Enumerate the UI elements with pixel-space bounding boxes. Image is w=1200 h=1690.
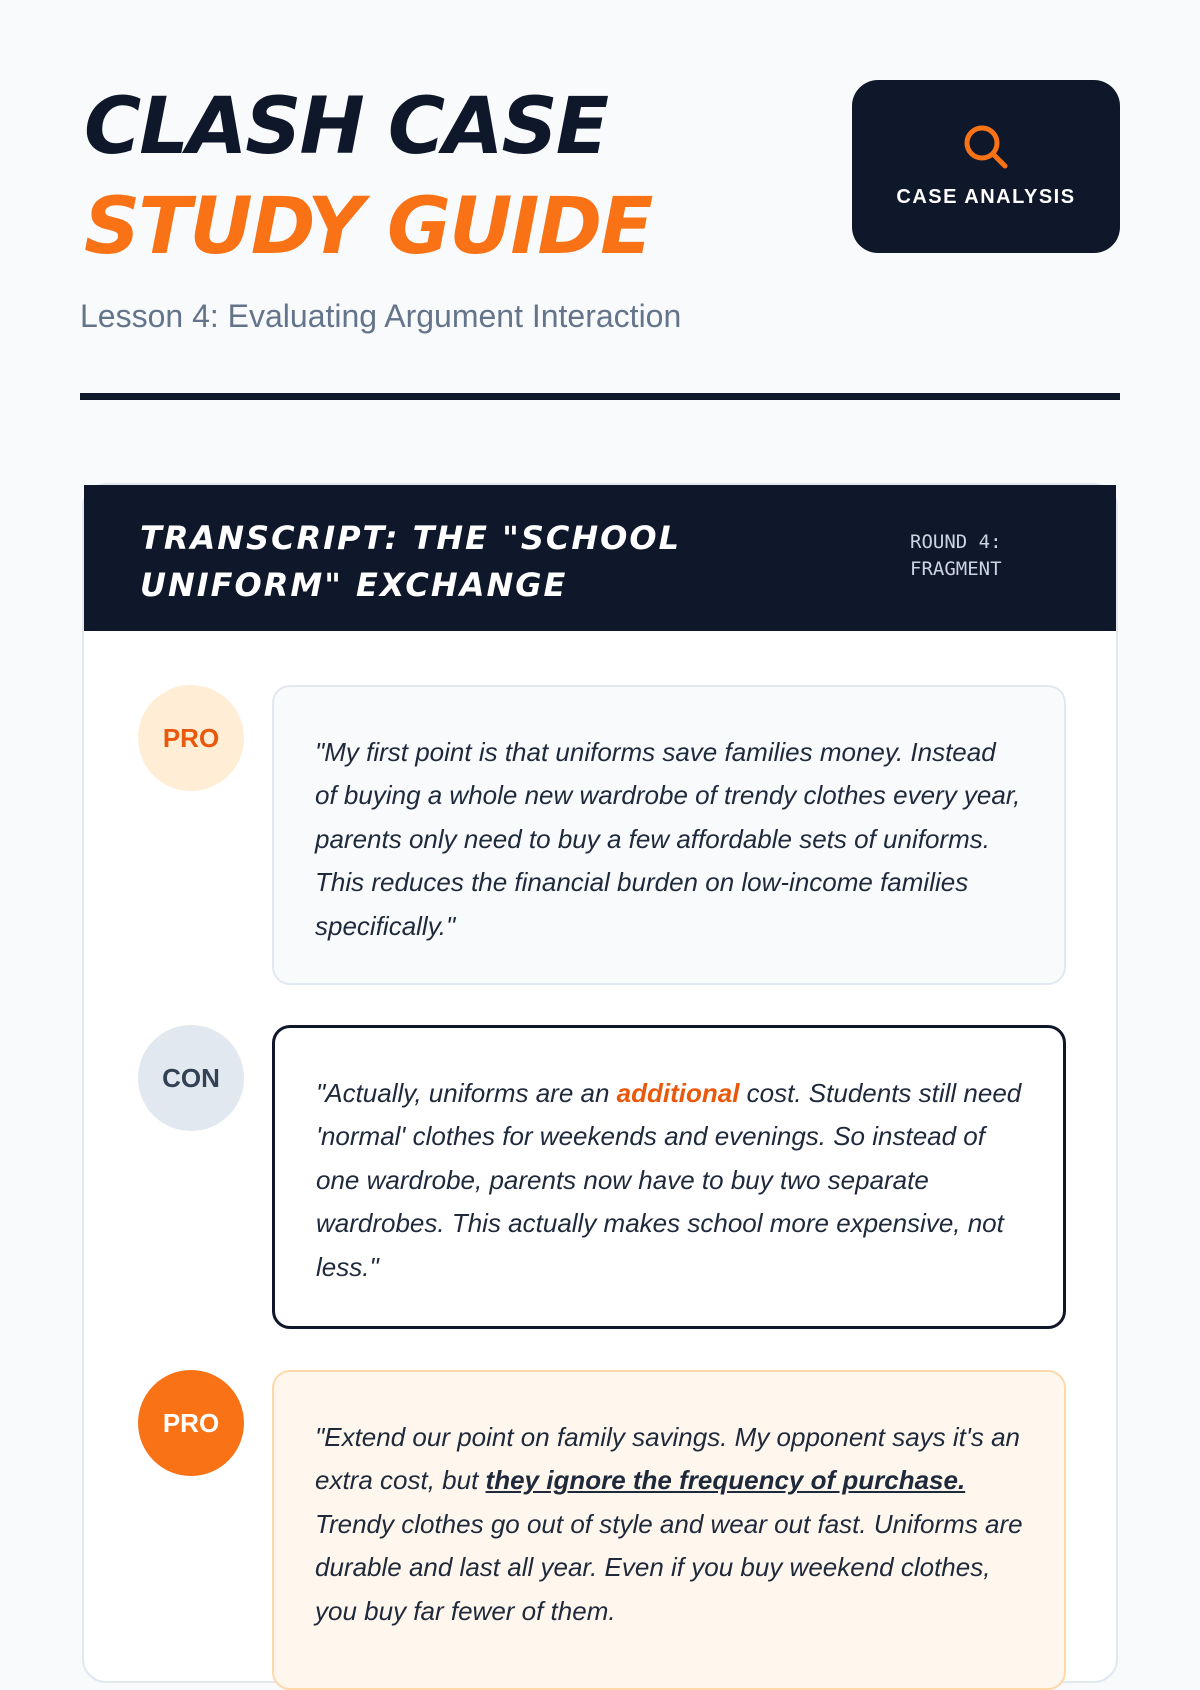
- speaker-avatar-con: CON: [138, 1025, 244, 1131]
- transcript-title: TRANSCRIPT: THE "SCHOOL UNIFORM" EXCHANGE: [140, 519, 681, 604]
- round-label: ROUND 4: FRAGMENT: [910, 531, 1002, 580]
- speech-text: "Actually, uniforms are an: [316, 1078, 617, 1108]
- page-header: [80, 80, 1120, 400]
- speech-text: "Extend our point on family savings. My opponent says it's an extra cost, but: [315, 1422, 1021, 1496]
- speaker-avatar-pro: PRO: [138, 685, 244, 791]
- header-divider: [80, 393, 1120, 400]
- title-line-1: CLASH CASE: [84, 82, 607, 172]
- lesson-subtitle: Lesson 4: Evaluating Argument Interaction: [80, 298, 682, 334]
- speech-text: "My first point is that uniforms save families money. Instead of buying a whole new wardrobe of trendy clothes every year, parents only need to buy a few affordable sets of uniforms. This reduces the financial burden on low-income families specifically.": [315, 737, 1021, 941]
- speech-bubble: [272, 685, 1066, 985]
- speaker-avatar-pro: PRO: [138, 1370, 244, 1476]
- emphasized-phrase: they ignore the frequency of purchase.: [485, 1465, 966, 1496]
- speech-bubble: [272, 1025, 1066, 1329]
- search-icon: [961, 122, 1011, 172]
- speech-text: Trendy clothes go out of style and wear out fast. Uniforms are durable and last all year. Even if you buy weekend clothes, you buy far fewer of them.: [315, 1508, 1023, 1626]
- transcript-card: [82, 483, 1118, 1683]
- speech-bubble: [272, 1370, 1066, 1690]
- speech-text: cost. Students still need 'normal' clothes for weekends and evenings. So instead of one wardrobe, parents now have to buy two separate wardrobes. This actually makes school more expensive, not less.": [316, 1078, 1022, 1282]
- case-analysis-badge: [852, 80, 1120, 253]
- highlighted-word: additional: [616, 1078, 740, 1108]
- transcript-header: [84, 485, 1116, 631]
- badge-label: CASE ANALYSIS: [896, 186, 1076, 208]
- title-line-2: STUDY GUIDE: [84, 182, 652, 272]
